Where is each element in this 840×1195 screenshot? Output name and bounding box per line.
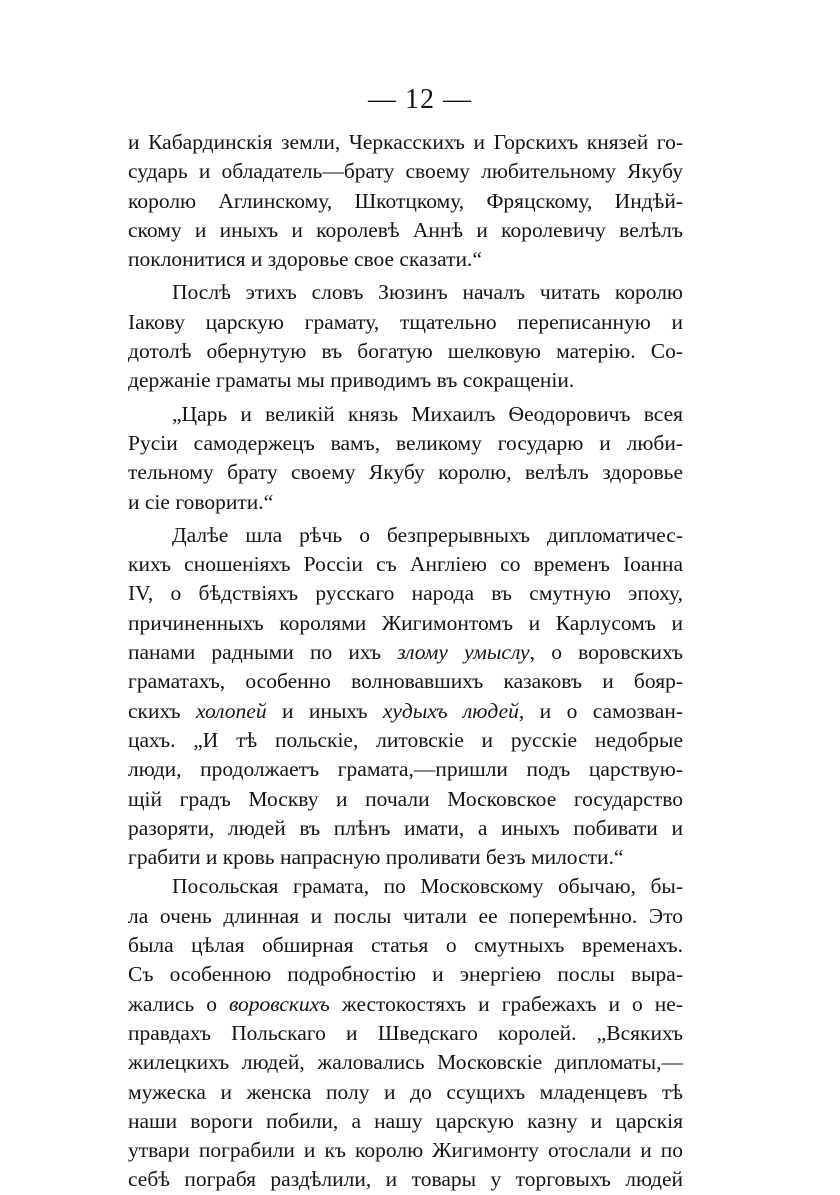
page-text <box>128 128 683 1195</box>
text-line: правдахъ Польскаго и Шведскаго королей. „Всякихъ <box>128 1020 683 1045</box>
text-run: жались о <box>128 991 229 1016</box>
paragraph <box>128 521 683 873</box>
text-line: кихъ сношеніяхъ Россіи съ Англіею со временъ Іоанна <box>128 552 683 577</box>
text-run: скихъ <box>128 698 196 723</box>
text-line <box>128 990 683 1019</box>
paragraph <box>128 128 683 274</box>
text-line: была цѣлая обширная статья о смутныхъ временахъ. <box>128 933 683 958</box>
text-run: , о воровскихъ <box>529 640 683 665</box>
text-run: жестокостяхъ и грабежахъ и о не- <box>329 991 683 1016</box>
text-line: Русіи самодержецъ вамъ, великому государю и люби- <box>128 430 683 455</box>
italic-phrase: холопей <box>195 698 267 723</box>
text-line: утвари пограбили и къ королю Жигимонту отослали и по <box>128 1138 683 1163</box>
text-line: Посольская грамата, по Московскому обычаю, бы- <box>172 874 683 899</box>
paragraph <box>128 278 683 395</box>
italic-phrase: воровскихъ <box>228 991 330 1016</box>
text-line: себѣ пограбя раздѣлили, и товары у торговыхъ людей <box>128 1167 683 1192</box>
text-run: панами радными по ихъ <box>128 640 398 665</box>
text-line: щій градъ Москву и почали Московское государство <box>128 786 683 811</box>
text-line: наши вороги побили, а нашу царскую казну и царскія <box>128 1108 683 1133</box>
text-line: держаніе граматы мы приводимъ въ сокращеніи. <box>128 368 575 393</box>
text-line: Іакову царскую грамату, тщательно переписанную и <box>128 309 683 334</box>
text-line: мужеска и женска полу и до ссущихъ младенцевъ тѣ <box>128 1079 683 1104</box>
text-line: Съ особенною подробностію и энергіею послы выра- <box>128 962 683 987</box>
text-line: сударь и обладатель—брату своему любительному Якубу <box>128 159 683 184</box>
text-line: разоряти, людей въ плѣнъ имати, а иныхъ побивати и <box>128 815 683 840</box>
text-line: причиненныхъ королями Жигимонтомъ и Карлусомъ и <box>128 610 683 635</box>
text-line: „Царь и великій князь Михаилъ Ѳеодоровичъ всея <box>172 401 683 426</box>
italic-phrase: худыхъ людей <box>382 698 519 723</box>
text-line: и сіе говорити.“ <box>128 489 274 514</box>
paragraph <box>128 400 683 517</box>
text-line: тельному брату своему Якубу королю, велѣлъ здоровье <box>128 460 683 485</box>
text-line: поклонитися и здоровье свое сказати.“ <box>128 247 482 272</box>
text-line: грабити и кровь напрасную проливати безъ милости.“ <box>128 845 624 870</box>
text-line: дотолѣ обернутую въ богатую шелковую матерію. Со- <box>128 339 683 364</box>
text-line: и Кабардинскія земли, Черкасскихъ и Горскихъ князей го- <box>128 130 683 154</box>
text-line: люди, продолжаетъ грамата,—пришли подъ царствую- <box>128 757 683 782</box>
text-line <box>128 697 683 726</box>
text-line: жилецкихъ людей, жаловались Московскіе дипломаты,— <box>128 1050 683 1075</box>
page-number: — 12 — <box>368 84 472 115</box>
text-line: ла очень длинная и послы читали ее поперемѣнно. Это <box>128 903 683 928</box>
paragraph <box>128 872 683 1194</box>
text-line: IV, о бѣдствіяхъ русскаго народа въ смутную эпоху, <box>128 581 683 606</box>
text-line: Послѣ этихъ словъ Зюзинъ началъ читать королю <box>172 280 683 305</box>
text-line: цахъ. „И тѣ польскіе, литовскіе и русскіе недобрые <box>128 727 683 752</box>
text-line: скому и иныхъ и королевѣ Аннѣ и королевичу велѣлъ <box>128 217 683 242</box>
text-line: Далѣе шла рѣчь о безпрерывныхъ дипломатичес- <box>172 522 683 547</box>
text-line: королю Аглинскому, Шкотцкому, Фряцскому, Индѣй- <box>128 188 683 213</box>
text-line <box>128 638 683 667</box>
text-run: и иныхъ <box>266 698 383 723</box>
italic-phrase: злому умыслу <box>397 640 530 665</box>
text-line: граматахъ, особенно волновавшихъ казаковъ и бояр- <box>128 669 683 694</box>
text-run: , и о самозван- <box>518 698 684 723</box>
